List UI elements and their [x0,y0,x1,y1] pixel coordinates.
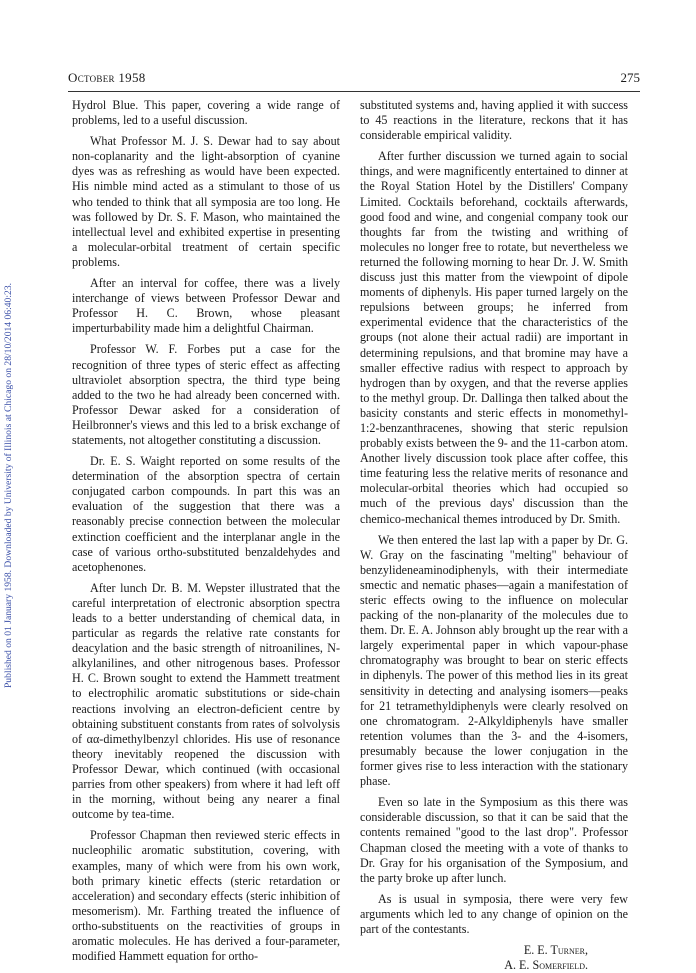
running-header [68,70,640,88]
paragraph: Hydrol Blue. This paper, covering a wide range of problems, led to a useful discussion. [72,98,340,128]
left-column [72,98,340,970]
page-number: 275 [620,70,640,85]
issue-date: October 1958 [68,70,146,85]
paragraph: After further discussion we turned again to social things, and were magnificently entertained to dinner at the Royal Station Hotel by the Distillers' Company Limited. Cocktails beforehand, cocktails afterwards, good food and wine, and congenial company took our thoughts far from the twisting and writhing of molecules no longer free to rotate, but nevertheless we returned the following morning to hear Dr. J. W. Smith discuss just this matter from the viewpoint of dipole moments of diphenyls. His paper turned largely on the repulsions between groups; he inferred from experimental evidence that the characteristics of the groups (not alone their actual radii) are important in determining repulsions, and that bromine may have a smaller effective radius with respect to approach by hydrogen than by oxygen, and that the reverse applies to the methyl group. Dr. Dallinga then talked about the basicity constants and steric effects in monomethyl-1:2-benzanthracenes, showing that steric repulsion probably exists between the 9- and the 11-carbon atom. Another lively discussion took place after coffee, this time featuring less the relative merits of resonance and molecular-orbital theories which had occupied so much of the previous days' discussion than the chemico-mechanical themes introduced by Dr. Smith. [360,149,628,526]
paragraph: We then entered the last lap with a paper by Dr. G. W. Gray on the fascinating "melting" behaviour of benzylideneaminodiphenyls, with their intermediate smectic and nematic phases—again a manifestation of steric effects owing to the influence on molecular packing of the non-planarity of the molecules due to them. Dr. E. A. Johnson ably brought up the rear with a largely experimental paper in which vapour-phase chromatography was brought to bear on steric effects in diphenyls. The power of this method lies in its great sensitivity in detecting and analysing isomers—peaks for 21 tetramethyldiphenyls were clearly resolved on one chromatogram. 2-Alkyldiphenyls have smaller retention volumes than the 3- and the 4-isomers, presumably because the lower conjugation in the former gives rise to less interaction with the stationary phase. [360,532,628,789]
paragraph: Professor Chapman then reviewed steric effects in nucleophilic aromatic substitution, covering, with examples, many of which were from his own work, both primary kinetic effects (steric retardation or acceleration) and secondary effects (steric inhibition of mesomerism). Mr. Farthing treated the influence of ortho-substituents on the reactivities of groups in aromatic molecules. He has derived a four-parameter, modified Hammett equation for ortho- [72,828,340,964]
paragraph: What Professor M. J. S. Dewar had to say about non-coplanarity and the light-absorption of cyanine dyes was as refreshing as would have been expected. His nimble mind acted as a stimulant to those of us who tended to think that all symposia are too long. He was followed by Dr. S. F. Mason, who maintained the intellectual level and exhibited expertise in presenting a molecular-orbital treatment of certain specific problems. [72,134,340,269]
paragraph: After lunch Dr. B. M. Wepster illustrated that the careful interpretation of electronic absorption spectra leads to a better understanding of chemical data, in particular as regards the relative rate constants for deacylation and the basic strength of nitroanilines, N-alkylanilines, and other nitrogenous bases. Professor H. C. Brown sought to extend the Hammett treatment to electrophilic aromatic substitutions or side-chain reactions involving an electron-deficient centre by obtaining substituent constants from rates of solvolysis of αα-dimethylbenzyl chlorides. His use of resonance theory inevitably reopened the discussion with Professor Dewar, which continued (with occasional parries from other speakers) from where it had left off in the morning, without being any nearer a final outcome by tea-time. [72,580,340,822]
signature-1: E. E. Turner, [523,943,588,958]
right-column [360,98,628,973]
paragraph: Even so late in the Symposium as this there was considerable discussion, so that it can be said that the contents remained "good to the last drop". Professor Chapman closed the meeting with a vote of thanks to Dr. Gray for his organisation of the Symposium, and the party broke up after lunch. [360,795,628,885]
paragraph: Professor W. F. Forbes put a case for the recognition of three types of steric effect as affecting ultraviolet absorption spectra, the third type being added to the two he had already been concerned with. Professor Dewar asked for a consideration of Heilbronner's views and this led to a brisk exchange of statements, not altogether constituting a discussion. [72,342,340,447]
download-watermark-text: Published on 01 January 1958. Downloaded by University of Illinois at Chicago on 28/10/2014 06:40:23. [3,282,15,688]
download-watermark [2,110,16,860]
paragraph: After an interval for coffee, there was a lively interchange of views between Professor Dewar and Professor H. C. Brown, whose pleasant imperturbability made him a delightful Chairman. [72,276,340,336]
header-rule [68,91,640,92]
signature-2: A. E. Somerfield. [504,958,588,973]
paragraph: substituted systems and, having applied it with success to 45 reactions in the literature, reckons that it has considerable empirical validity. [360,98,628,143]
paragraph: Dr. E. S. Waight reported on some results of the determination of the absorption spectra of certain conjugated carbon compounds. In part this was an evaluation of the suggestion that there was a reasonably precise connection between the molecular extinction coefficient and the interplanar angle in the case of various ortho-substituted benzaldehydes and acetophenones. [72,454,340,574]
paragraph: As is usual in symposia, there were very few arguments which led to any change of opinion on the part of the contestants. [360,891,628,936]
